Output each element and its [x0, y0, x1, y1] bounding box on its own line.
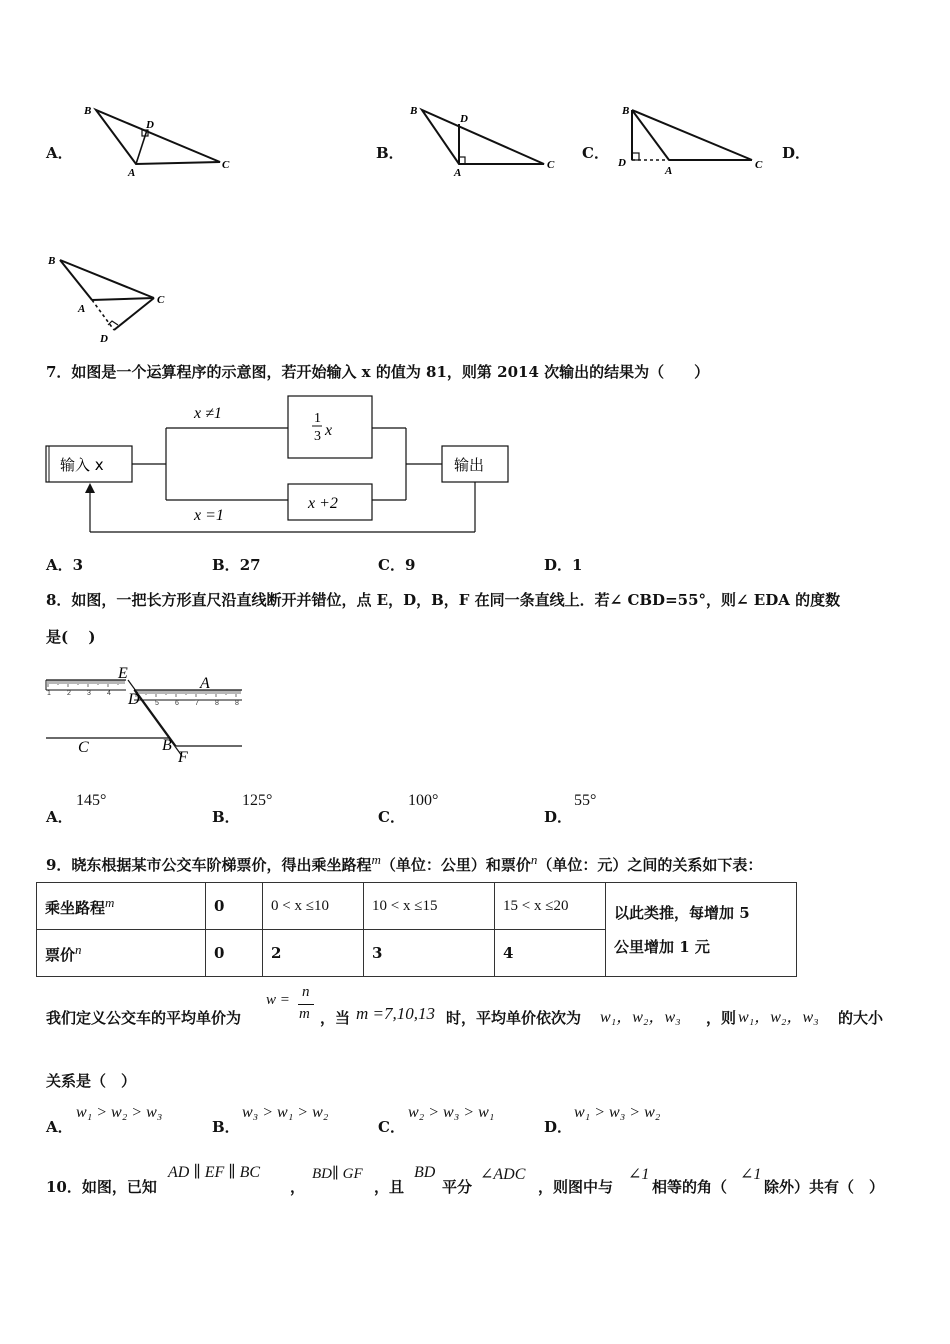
q10-post: 除外）共有（ ） — [764, 1178, 885, 1196]
q7-flowchart — [44, 394, 524, 538]
ruler-tick-7: 7 — [195, 700, 199, 707]
fig-b-label-d: D — [460, 113, 468, 125]
q6-option-d-label: D． — [782, 144, 811, 162]
q6-figure-c — [612, 98, 772, 180]
q8-option-b-label: B． — [212, 808, 240, 826]
q9-option-a-label: A． — [46, 1118, 73, 1136]
q10-angle-1: ∠1 — [628, 1166, 650, 1183]
q8-ruler-figure — [44, 662, 248, 772]
q8-option-a-label: A． — [46, 808, 73, 826]
table-row-distance-label: 乘坐路程$^m$ — [37, 883, 206, 930]
table-cell: 4 — [495, 930, 606, 977]
fig-c-label-c: C — [755, 159, 763, 171]
q9-option-d-value: w₁ > w₃ > w₂ — [574, 1104, 661, 1121]
fig-b-label-a: A — [454, 167, 462, 179]
q10-question-pre: 10．如图，已知 — [46, 1178, 157, 1196]
q9-definition-line3: 关系是（ ） — [46, 1072, 137, 1090]
ruler-tick-2: 2 — [67, 690, 71, 697]
flow-op-top-den: 3 — [314, 429, 321, 444]
table-cell: 2 — [263, 930, 364, 977]
q6-figure-b — [402, 98, 562, 180]
ruler-ticks-right — [136, 690, 240, 697]
q9-formula-bar — [298, 1004, 314, 1005]
q9-formula-num: n — [302, 984, 310, 1000]
ruler-tick-4: 4 — [107, 690, 111, 697]
ruler-tick-8b: 8 — [235, 700, 239, 707]
flow-op-top-var: x — [325, 422, 333, 439]
q9-option-a-value: w₁ > w₂ > w₃ — [76, 1104, 163, 1121]
q8-question: 8．如图，一把长方形直尺沿直线断开并错位，点 E，D，B，F 在同一条直线上．若∠ CBD=55°，则∠ EDA 的度数 — [46, 591, 841, 609]
table-cell: 0 — [206, 883, 263, 930]
table-note: 以此类推，每增加 5 公里增加 1 元 — [606, 883, 797, 977]
q10-mid3: ，则图中与 — [538, 1178, 614, 1196]
table-row-price-label: 票价$^n$ — [37, 930, 206, 977]
fig-d-label-a: A — [78, 303, 86, 315]
q8-option-d-value: 55° — [574, 792, 597, 809]
q10-sep: ， — [290, 1178, 306, 1196]
q10-expr-bd-gf: BD∥ GF — [312, 1166, 363, 1182]
q9-formula-den: m — [299, 1006, 310, 1022]
q9-definition-pre: 我们定义公交车的平均单价为 — [46, 1009, 242, 1027]
flow-op-top-num: 1 — [314, 411, 321, 426]
ruler-tick-6: 6 — [175, 700, 179, 707]
q8-option-d-label: D． — [544, 808, 573, 826]
ruler-tick-8: 8 — [215, 700, 219, 707]
q7-option-c: C．9 — [378, 556, 416, 574]
ruler-ticks-left — [48, 680, 124, 687]
q8-label-a: A — [200, 675, 210, 692]
fig-b-label-c: C — [547, 159, 555, 171]
q9-fare-table — [36, 882, 797, 977]
q10-angle-1b: ∠1 — [740, 1166, 762, 1183]
q10-mid: ，且 — [374, 1178, 405, 1196]
fig-d-label-c: C — [157, 294, 165, 306]
flow-cond-bottom: x =1 — [194, 507, 224, 524]
fig-a-label-d: D — [146, 119, 154, 131]
q10-expr-parallel: AD ∥ EF ∥ BC — [168, 1164, 261, 1181]
q9-definition-mid: ，当 — [320, 1009, 351, 1027]
q7-option-b: B．27 — [212, 556, 261, 574]
q8-option-a-value: 145° — [76, 792, 107, 809]
flow-output-box: 输出 — [454, 456, 485, 474]
q6-option-b-label: B． — [376, 144, 404, 162]
q10-mid2: 平分 — [442, 1178, 473, 1196]
q9-option-b-label: B． — [212, 1118, 240, 1136]
q7-option-a: A．3 — [46, 556, 84, 574]
q8-label-c: C — [78, 739, 89, 756]
q10-mid4: 相等的角（ — [652, 1178, 728, 1196]
fig-a-label-a: A — [128, 167, 136, 179]
q9-definition-post: 的大小 — [838, 1009, 884, 1027]
q9-option-d-label: D． — [544, 1118, 573, 1136]
fig-d-label-d: D — [100, 333, 108, 345]
q6-option-c-label: C． — [582, 144, 609, 162]
q7-option-d: D．1 — [544, 556, 583, 574]
q8-label-d: D — [128, 691, 140, 708]
q9-option-b-value: w₃ > w₁ > w₂ — [242, 1104, 329, 1121]
fig-c-label-b: B — [622, 105, 630, 117]
q8-label-f: F — [178, 749, 188, 766]
table-cell: 0 — [206, 930, 263, 977]
q7-question: 7．如图是一个运算程序的示意图，若开始输入 x 的值为 81，则第 2014 次输出的结果为（ ） — [46, 363, 710, 381]
ruler-tick-5: 5 — [155, 700, 159, 707]
table-cell: 3 — [364, 930, 495, 977]
ruler-tick-3: 3 — [87, 690, 91, 697]
table-cell: 10 < x ≤15 — [364, 883, 495, 930]
fig-a-label-c: C — [222, 159, 230, 171]
flow-input-box: 输入 x — [60, 456, 104, 474]
ruler-tick-1: 1 — [47, 690, 51, 697]
q6-figure-a — [76, 98, 236, 180]
table-cell: 0 < x ≤10 — [263, 883, 364, 930]
q9-w-list: w₁，w₂，w₃ — [600, 1009, 681, 1026]
fig-a-label-b: B — [84, 105, 92, 117]
fig-d-label-b: B — [48, 255, 56, 267]
flow-op-bottom: x +2 — [308, 495, 338, 512]
q8-question-line2: 是( ) — [46, 628, 96, 646]
q9-m-values: m =7,10,13 — [356, 1004, 435, 1023]
flow-cond-top: x ≠1 — [194, 405, 222, 422]
fig-c-label-a: A — [665, 165, 673, 177]
q9-option-c-value: w₂ > w₃ > w₁ — [408, 1104, 495, 1121]
q8-option-b-value: 125° — [242, 792, 273, 809]
q10-expr-angle-adc: ∠ADC — [480, 1166, 526, 1183]
q8-label-e: E — [118, 665, 128, 682]
fig-c-label-d: D — [618, 157, 626, 169]
table-cell: 15 < x ≤20 — [495, 883, 606, 930]
q10-expr-bd: BD — [414, 1164, 436, 1181]
q8-option-c-value: 100° — [408, 792, 439, 809]
q8-label-b: B — [162, 737, 172, 754]
q9-formula-w: w = — [266, 992, 290, 1008]
q6-option-a-label: A． — [46, 144, 73, 162]
q6-figure-d — [44, 248, 184, 348]
q9-question: 9．晓东根据某市公交车阶梯票价，得出乘坐路程$^m$（单位：公里）和票价$^n$（单位：元）之间的关系如下表： — [46, 852, 763, 874]
q9-definition-mid2: 时，平均单价依次为 — [446, 1009, 582, 1027]
q8-option-c-label: C． — [378, 808, 405, 826]
q9-w-list-2: w₁，w₂，w₃ — [738, 1009, 819, 1026]
q9-option-c-label: C． — [378, 1118, 405, 1136]
fig-b-label-b: B — [410, 105, 418, 117]
q9-definition-mid3: ，则 — [706, 1009, 737, 1027]
